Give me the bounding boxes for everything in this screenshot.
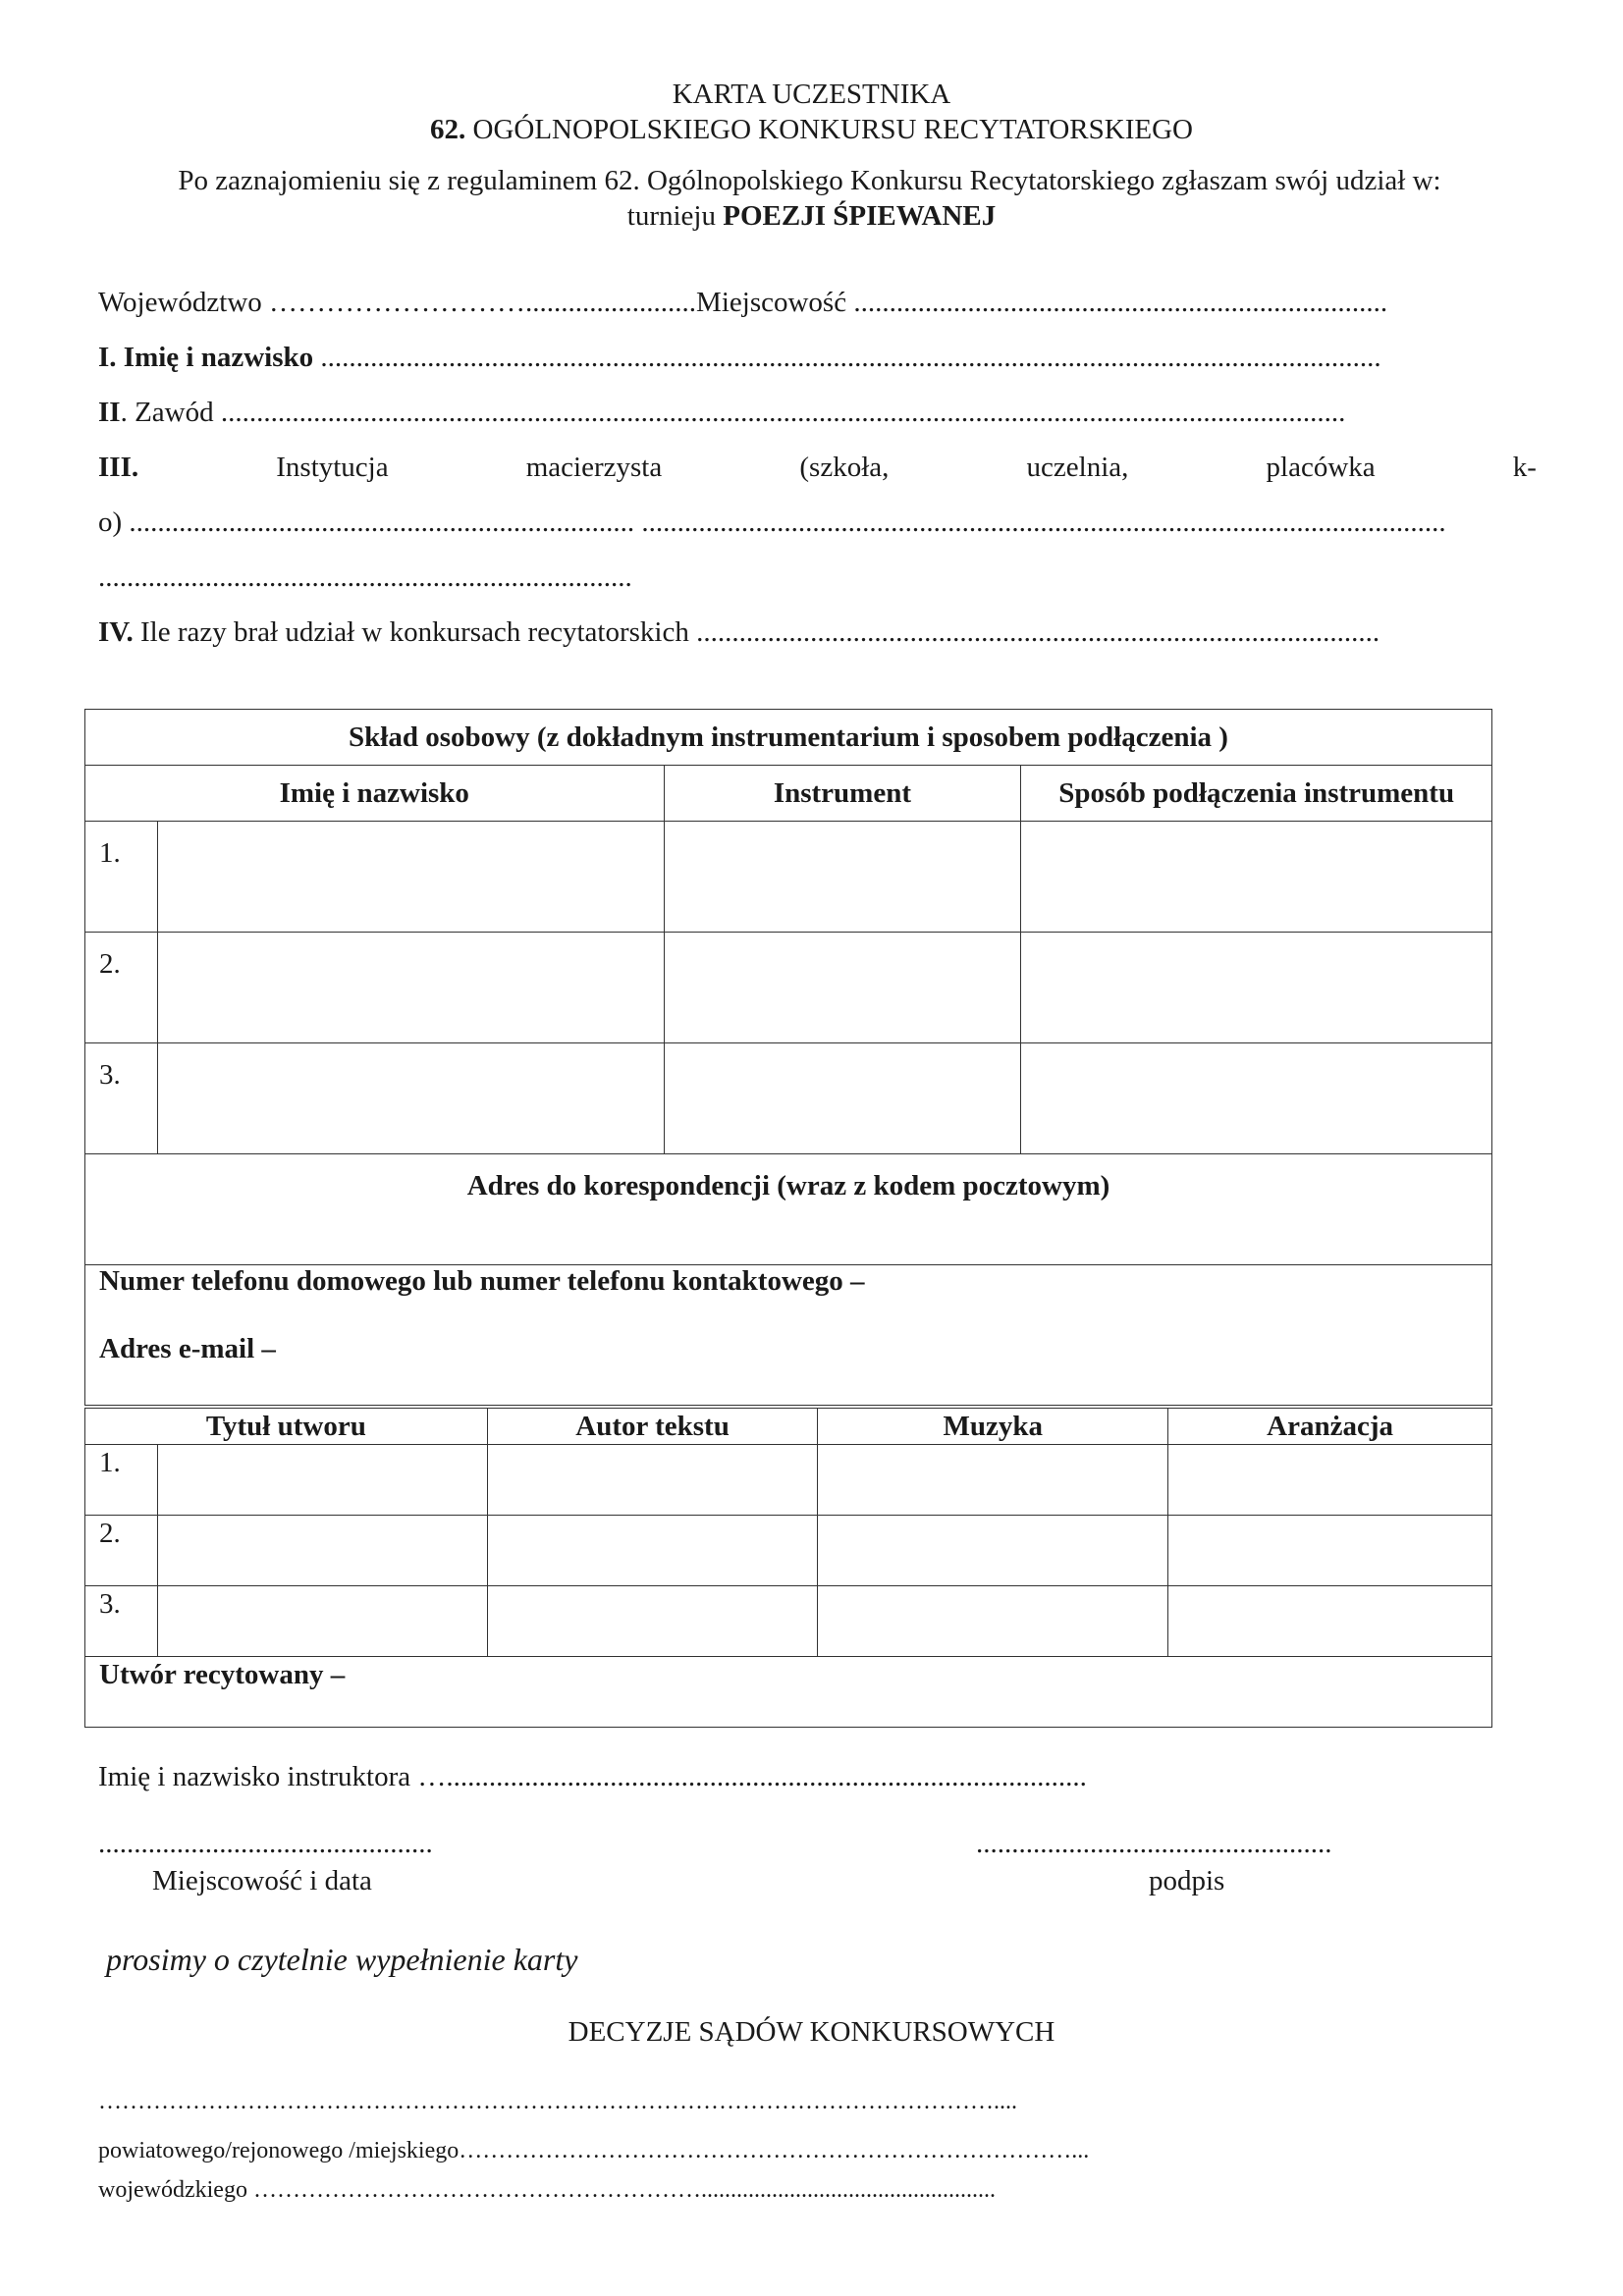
decision-line[interactable]: ……………………………………………………………………………………………………....	[98, 2089, 1017, 2114]
imie-dots: .....................................................................................................................................................	[313, 342, 1381, 373]
email-label: Adres e-mail –	[99, 1333, 276, 1364]
imie-label: I. Imię i nazwisko	[98, 342, 314, 373]
instrument-cell[interactable]	[664, 822, 1021, 933]
instytucja-field-line3[interactable]: ...........................................................................	[98, 561, 632, 593]
wojewodztwo-field[interactable]: Województwo ………………………........................Miejscowość ...........................................................................	[98, 287, 1388, 318]
card-subtitle	[0, 114, 1623, 146]
instytucja-word: placówka	[1266, 452, 1376, 483]
works-table	[84, 1408, 1492, 1728]
ile-number: IV.	[98, 616, 134, 648]
decisions-title: DECYZJE SĄDÓW KONKURSOWYCH	[568, 2016, 1055, 2048]
name-cell[interactable]	[157, 1043, 664, 1154]
title-cell[interactable]	[157, 1445, 487, 1516]
table-row	[85, 1516, 1492, 1586]
signature-label: podpis	[1149, 1865, 1225, 1896]
ile-razy-field[interactable]	[98, 616, 1380, 649]
author-cell[interactable]	[487, 1586, 818, 1657]
row-number: 3.	[85, 1586, 158, 1657]
arrangement-cell[interactable]	[1168, 1586, 1492, 1657]
row-number: 1.	[85, 822, 158, 933]
row-number: 2.	[85, 1516, 158, 1586]
music-cell[interactable]	[818, 1445, 1168, 1516]
card-title: KARTA UCZESTNIKA	[672, 79, 951, 110]
signature-dots[interactable]: ..................................................	[976, 1828, 1332, 1859]
instytucja-word: (szkoła,	[799, 452, 890, 483]
subtitle-text: OGÓLNOPOLSKIEGO KONKURSU RECYTATORSKIEGO	[465, 114, 1193, 145]
zawod-text: . Zawód ..............................................................................................................................................................	[120, 397, 1346, 428]
title-cell[interactable]	[157, 1586, 487, 1657]
table-row	[85, 822, 1492, 933]
instytucja-line	[98, 452, 1537, 484]
tournament-prefix: turnieju	[626, 200, 724, 232]
recited-work-label: Utwór recytowany –	[99, 1659, 346, 1690]
instructor-field[interactable]: Imię i nazwisko instruktora …..........................................................................................	[98, 1761, 1087, 1792]
author-cell[interactable]	[487, 1516, 818, 1586]
instytucja-word: macierzysta	[525, 452, 663, 483]
arrangement-cell[interactable]	[1168, 1445, 1492, 1516]
instytucja-word: III.	[98, 452, 139, 483]
instytucja-word: Instytucja	[276, 452, 389, 483]
music-cell[interactable]	[818, 1516, 1168, 1586]
arrangement-cell[interactable]	[1168, 1516, 1492, 1586]
name-cell[interactable]	[157, 933, 664, 1043]
connection-cell[interactable]	[1021, 933, 1492, 1043]
tournament-line	[0, 200, 1623, 233]
phone-label: Numer telefonu domowego lub numer telefonu kontaktowego –	[99, 1265, 865, 1297]
row-number: 1.	[85, 1445, 158, 1516]
connection-cell[interactable]	[1021, 1043, 1492, 1154]
col-aranzacja-header: Aranżacja	[1168, 1409, 1492, 1445]
name-cell[interactable]	[157, 822, 664, 933]
connection-cell[interactable]	[1021, 822, 1492, 933]
title-cell[interactable]	[157, 1516, 487, 1586]
readability-note: prosimy o czytelnie wypełnienie karty	[106, 1942, 578, 1977]
col-muzyka-header: Muzyka	[818, 1409, 1168, 1445]
wojewodztwo-decision-field[interactable]: wojewódzkiego …………………………………………………..................................................	[98, 2177, 996, 2203]
contact-cell[interactable]	[85, 1265, 1492, 1406]
instytucja-word: uczelnia,	[1026, 452, 1129, 483]
instytucja-word: k-	[1512, 452, 1537, 483]
zawod-number: II	[98, 397, 121, 428]
table-row	[85, 1445, 1492, 1516]
address-header: Adres do korespondencji (wraz z kodem pocztowym)	[466, 1170, 1110, 1201]
recited-work-cell[interactable]	[85, 1657, 1492, 1728]
col-sposob-header: Sposób podłączenia instrumentu	[1021, 766, 1492, 822]
place-date-dots[interactable]: ...............................................	[98, 1828, 433, 1859]
subtitle-number: 62.	[430, 114, 466, 145]
imie-field[interactable]	[98, 342, 1381, 374]
table-row	[85, 1586, 1492, 1657]
col-tytul-header: Tytuł utworu	[85, 1409, 488, 1445]
powiat-decision-field[interactable]: powiatowego/rejonowego /miejskiego……………………………………………………………………...	[98, 2138, 1090, 2163]
instrument-cell[interactable]	[664, 933, 1021, 1043]
instrument-cell[interactable]	[664, 1043, 1021, 1154]
place-date-label: Miejscowość i data	[152, 1865, 372, 1896]
ile-text: Ile razy brał udział w konkursach recytatorskich ................................................................................................	[133, 616, 1380, 648]
address-cell[interactable]	[85, 1154, 1492, 1265]
col-autor-header: Autor tekstu	[487, 1409, 818, 1445]
intro-text: Po zaznajomieniu się z regulaminem 62. Ogólnopolskiego Konkursu Recytatorskiego zgłaszam swój udział w:	[178, 165, 1441, 196]
row-number: 3.	[85, 1043, 158, 1154]
sklad-header: Skład osobowy (z dokładnym instrumentarium i sposobem podłączenia )	[85, 710, 1492, 766]
col-instrument-header: Instrument	[664, 766, 1021, 822]
instytucja-field-line2[interactable]: o) ....................................................................... .................................................................................................................	[98, 507, 1446, 538]
tournament-name: POEZJI ŚPIEWANEJ	[723, 200, 997, 232]
table-row	[85, 1043, 1492, 1154]
row-number: 2.	[85, 933, 158, 1043]
personnel-table	[84, 709, 1492, 1406]
music-cell[interactable]	[818, 1586, 1168, 1657]
table-row	[85, 933, 1492, 1043]
col-imie-header: Imię i nazwisko	[85, 766, 665, 822]
author-cell[interactable]	[487, 1445, 818, 1516]
zawod-field[interactable]	[98, 397, 1345, 429]
